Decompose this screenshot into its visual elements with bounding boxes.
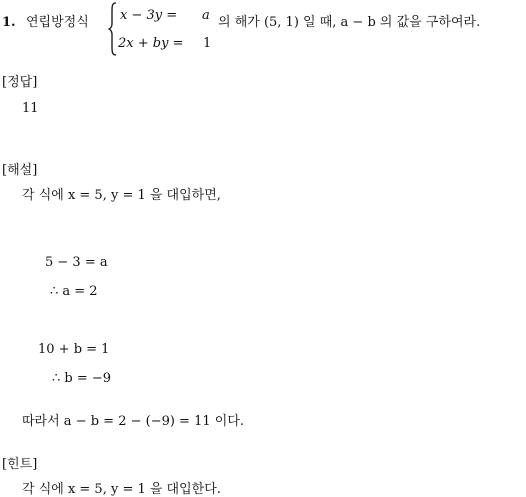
hint-label: [힌트] (2, 457, 38, 472)
problem-suffix: 의 해가 (5, 1) 일 때, a − b 의 값을 구하여라. (218, 15, 481, 30)
equation-1-lhs: x − 3y = (120, 8, 178, 23)
problem-prefix: 연립방정식 (26, 15, 89, 30)
solution-line-2: ∴ a = 2 (50, 284, 98, 299)
system-brace (108, 2, 118, 56)
solution-line-3: 10 + b = 1 (38, 342, 110, 357)
equation-1-rhs: a (202, 8, 210, 23)
equation-2-lhs: 2x + by = (118, 36, 184, 51)
solution-line-4: ∴ b = −9 (52, 371, 112, 386)
answer-label: [정답] (2, 75, 38, 90)
answer-value: 11 (22, 101, 39, 116)
equation-2-rhs: 1 (203, 36, 212, 51)
hint-text: 각 식에 x = 5, y = 1 을 대입한다. (22, 482, 221, 497)
solution-label: [해설] (2, 163, 38, 178)
problem-number: 1. (2, 15, 16, 30)
solution-conclusion: 따라서 a − b = 2 − (−9) = 11 이다. (22, 414, 245, 429)
solution-intro: 각 식에 x = 5, y = 1 을 대입하면, (22, 188, 221, 203)
solution-line-1: 5 − 3 = a (45, 255, 108, 270)
